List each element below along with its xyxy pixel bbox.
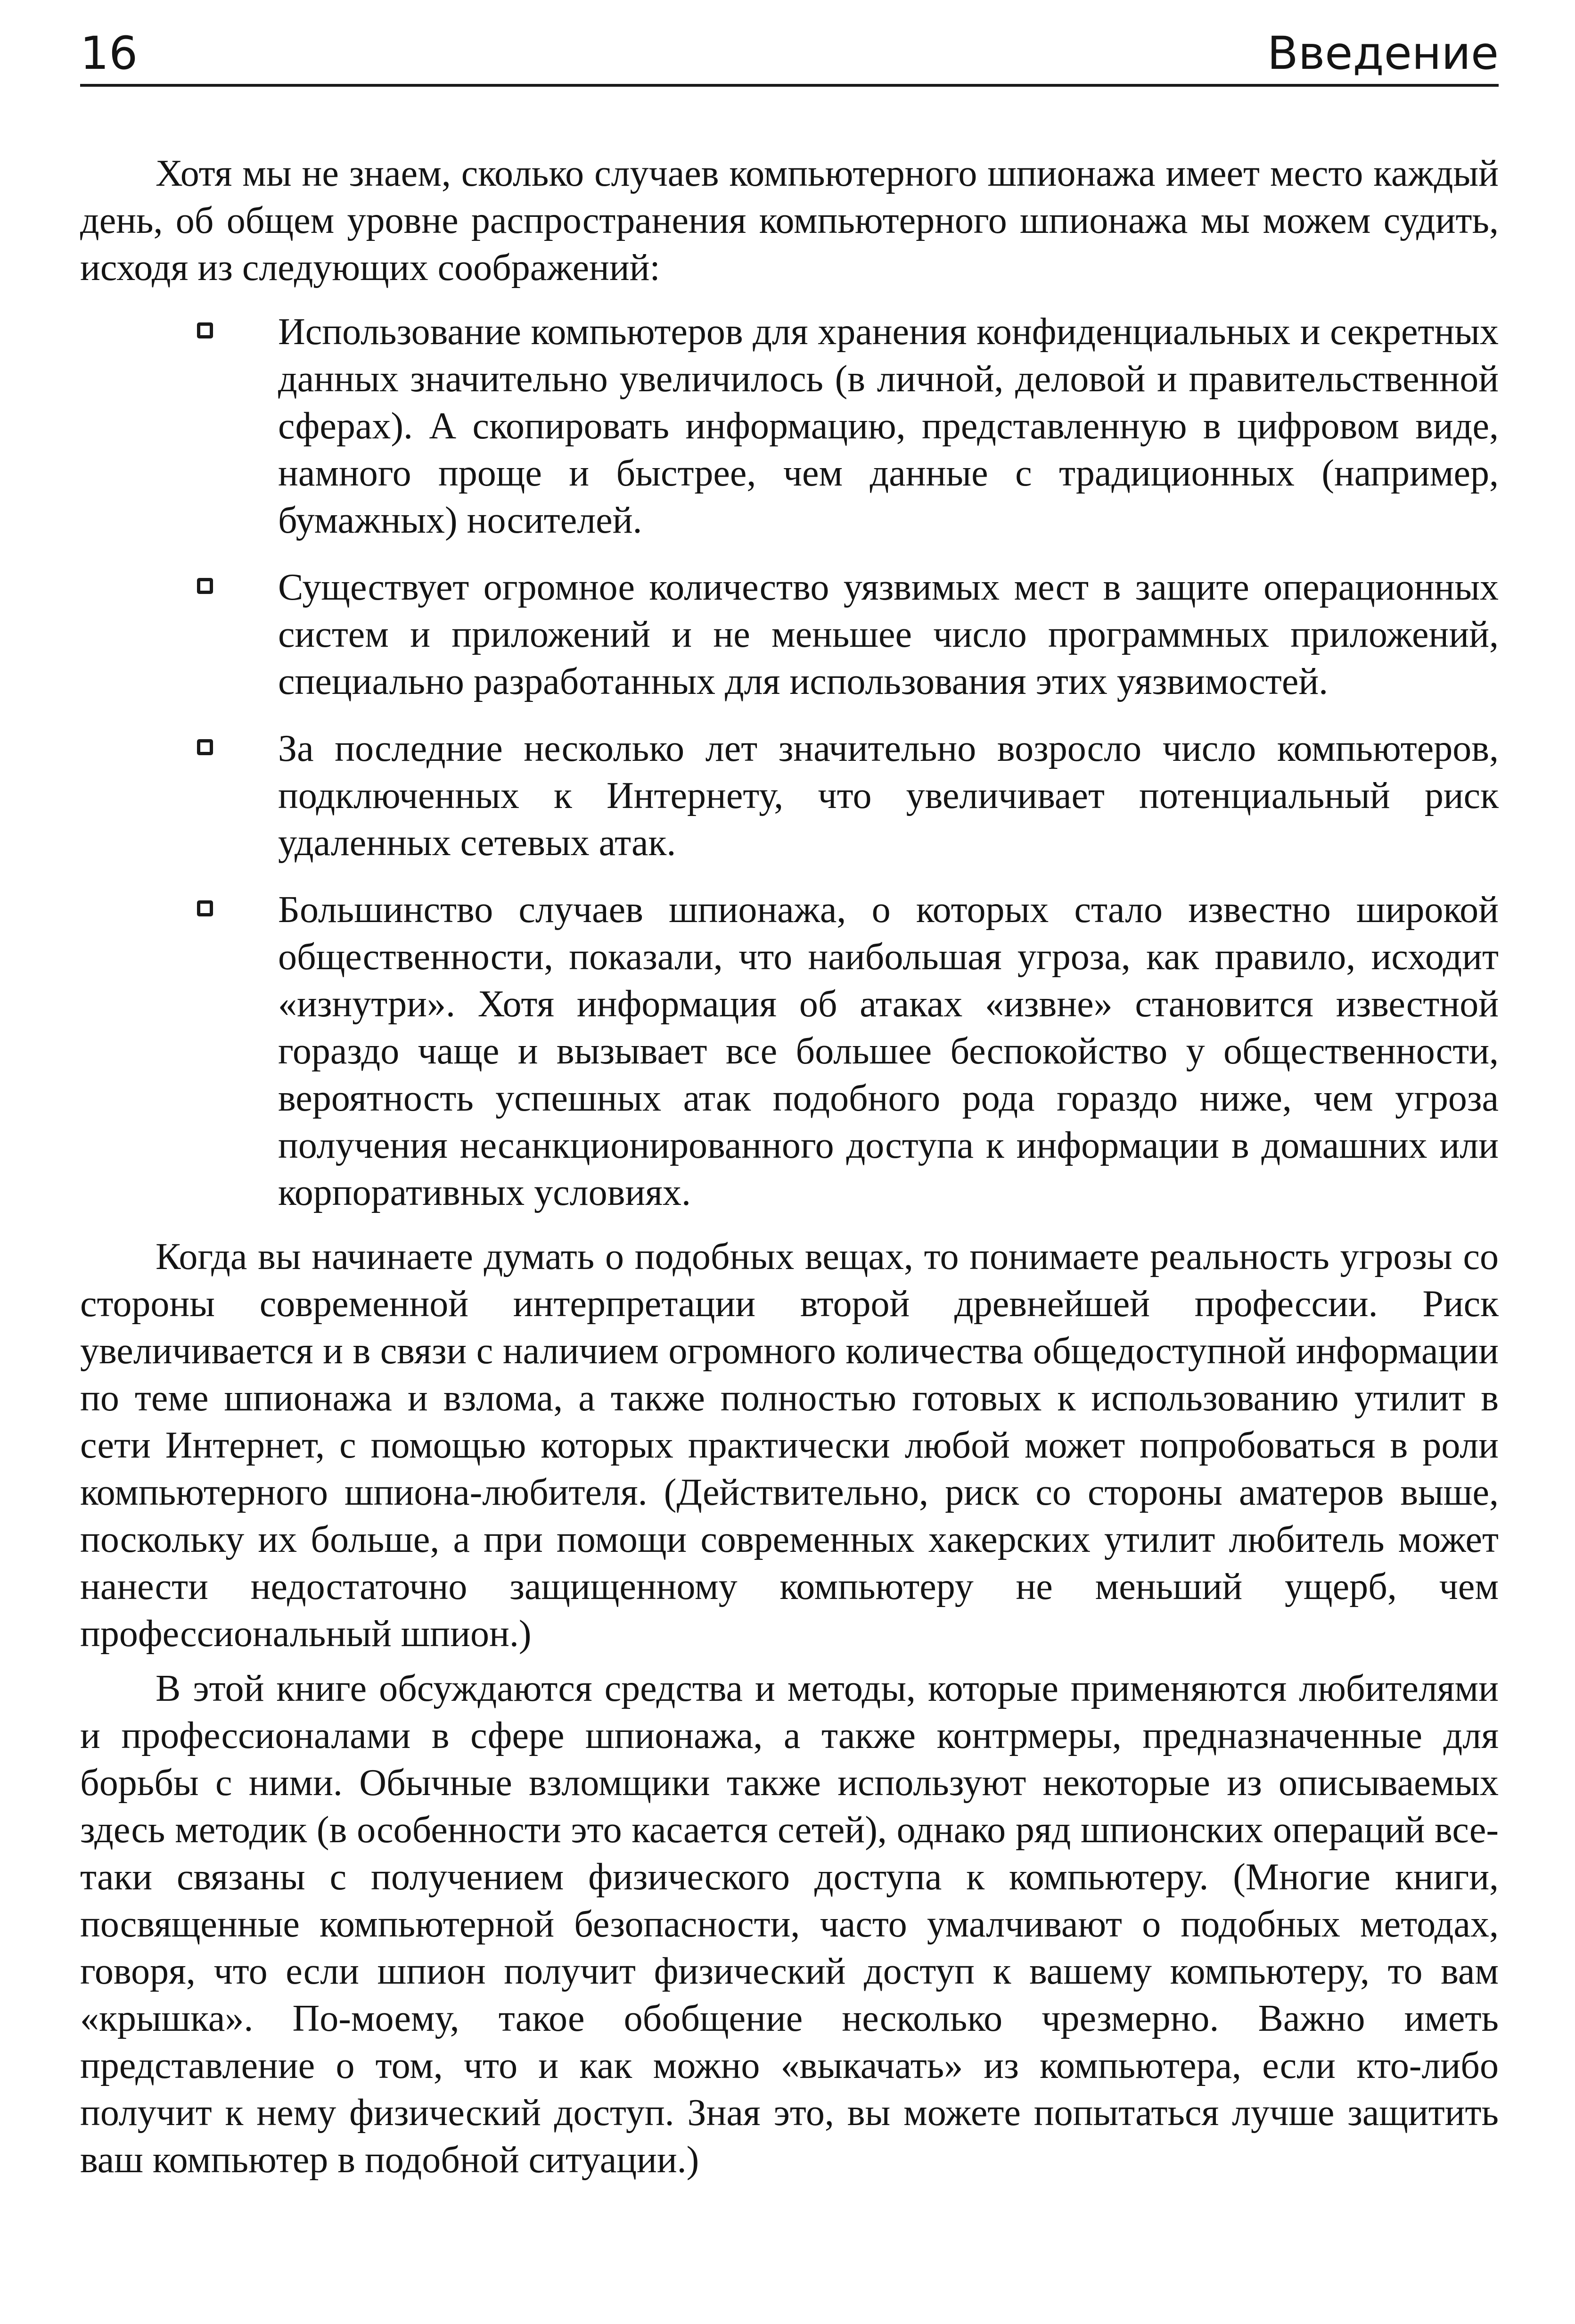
- page-number: 16: [80, 27, 138, 80]
- checkbox-bullet-icon: [197, 578, 213, 594]
- running-head: [80, 23, 1499, 87]
- checkbox-bullet-icon: [197, 739, 213, 755]
- bullet-text: Существует огромное количество уязвимых мест в защите операционных систем и приложений и не меньшее число программных приложений, специально разработанных для использования этих уязвимостей.: [278, 567, 1499, 702]
- body-text: [80, 150, 1499, 2184]
- checkbox-bullet-icon: [197, 322, 213, 338]
- intro-paragraph: Хотя мы не знаем, сколько случаев компьютерного шпионажа имеет место каждый день, об общем уровне распространения компьютерного шпионажа мы можем судить, исходя из следующих соображений:: [80, 153, 1499, 288]
- bullet-item: [278, 308, 1499, 544]
- bullet-item: [278, 886, 1499, 1216]
- bullet-text: За последние несколько лет значительно возросло число компьютеров, подключенных к Интернету, что увеличивает потенциальный риск удаленных сетевых атак.: [278, 728, 1499, 864]
- body-paragraph: Когда вы начинаете думать о подобных вещах, то понимаете реальность угрозы со стороны современной интерпретации второй древнейшей профессии. Риск увеличивается и в связи с наличием огромного количества общедоступной информации по теме шпионажа и взлома, а также полностью готовых к использованию утилит в сети Интернет, с помощью которых практически любой может попробоваться в роли компьютерного шпиона-любителя. (Действительно, риск со стороны аматеров выше, поскольку их больше, а при помощи современных хакерских утилит любитель может нанести недостаточно защищенному компьютеру не меньший ущерб, чем профессиональный шпион.): [80, 1236, 1499, 1655]
- body-paragraph: В этой книге обсуждаются средства и методы, которые применяются любителями и профессионалами в сфере шпионажа, а также контрмеры, предназначенные для борьбы с ними. Обычные взломщики также используют некоторые из описываемых здесь методик (в особенности это касается сетей), однако ряд шпионских операций все-таки связаны с получением физического доступа к компьютеру. (Многие книги, посвященные компьютерной безопасности, часто умалчивают о подобных методах, говоря, что если шпион получит физический доступ к вашему компьютеру, то вам «крышка». По-моему, такое обобщение несколько чрезмерно. Важно иметь представление о том, что и как можно «выкачать» из компьютера, если кто-либо получит к нему физический доступ. Зная это, вы можете попытаться лучше защитить ваш компьютер в подобной ситуации.): [80, 1668, 1499, 2181]
- bullet-item: [278, 564, 1499, 705]
- bullet-text: Большинство случаев шпионажа, о которых стало известно широкой общественности, показали, что наибольшая угроза, как правило, исходит «изнутри». Хотя информация об атаках «извне» становится известной гораздо чаще и вызывает все большее беспокойство у общественности, вероятность успешных атак подобного рода гораздо ниже, чем угроза получения несанкционированного доступа к информации в домашних или корпоративных условиях.: [278, 889, 1499, 1213]
- section-title: Введение: [1267, 27, 1499, 80]
- bullet-list: [80, 308, 1499, 1216]
- checkbox-bullet-icon: [197, 900, 213, 916]
- bullet-item: [278, 725, 1499, 866]
- bullet-text: Использование компьютеров для хранения конфиденциальных и секретных данных значительно увеличилось (в личной, деловой и правительственной сферах). А скопировать информацию, представленную в цифровом виде, намного проще и быстрее, чем данные с традиционных (например, бумажных) носителей.: [278, 311, 1499, 541]
